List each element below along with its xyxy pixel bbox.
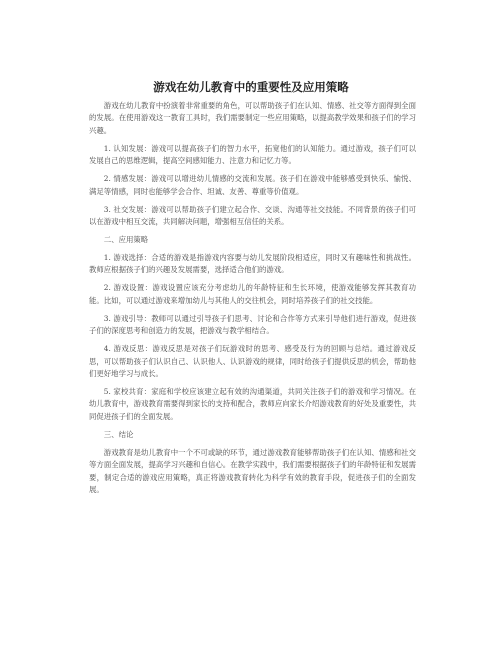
home-school-paragraph: 5. 家校共育：家庭和学校应该建立起有效的沟通渠道，共同关注孩子们的游戏和学习情况。在幼儿教育中，游戏教育需要得到家长的支持和配合，教师应向家长介绍游戏教育的好处及重要性，共同促进孩子们的全面发展。 [89,387,416,421]
document-body [89,100,416,502]
emotional-development-paragraph: 2. 情感发展：游戏可以增进幼儿情感的交流和发展。孩子们在游戏中能够感受到快乐、愉悦、满足等情感，同时也能够学会合作、坦诚、友善、尊重等价值观。 [89,174,416,196]
section-heading-conclusion: 三、结论 [103,429,134,439]
section-heading-strategies: 二、应用策略 [103,235,149,245]
conclusion-paragraph: 游戏教育是幼儿教育中一个不可或缺的环节，通过游戏教育能够帮助孩子们在认知、情感和社交等方面全面发展，提高学习兴趣和自信心。在教学实践中，我们需要根据孩子们的年龄特征和发展需要，制定合适的游戏应用策略，真正将游戏教育转化为科学有效的教育手段，促进孩子们的全面发展。 [89,447,416,495]
intro-paragraph: 游戏在幼儿教育中扮演着非常重要的角色，可以帮助孩子们在认知、情感、社交等方面得到全面的发展。在使用游戏这一教育工具时，我们需要制定一些应用策略，以提高教学效果和孩子们的学习兴趣。 [89,101,416,135]
game-reflection-paragraph: 4. 游戏反思：游戏反思是对孩子们玩游戏时的思考、感受及行为的回顾与总结。通过游戏反思，可以帮助孩子们认识自己、认识他人、认识游戏的规律，同时给孩子们提供反思的机会，帮助他们更好地学习与成长。 [89,344,416,379]
document-title: 游戏在幼儿教育中的重要性及应用策略 [153,80,349,94]
cognitive-development-paragraph: 1. 认知发展：游戏可以提高孩子们的智力水平，拓宽他们的认知能力。通过游戏，孩子们可以发展自己的思维逻辑，提高空间感知能力、注意力和记忆力等。 [89,143,416,166]
game-setup-paragraph: 2. 游戏设置：游戏设置应该充分考虑幼儿的年龄特征和生长环境，使游戏能够发挥其教育功能。比如，可以通过游戏来增加幼儿与其他人的交往机会，同时培养孩子们的社交技能。 [89,283,416,305]
social-development-paragraph: 3. 社交发展：游戏可以帮助孩子们建立起合作、交谈、沟通等社交技能。不同背景的孩子们可以在游戏中相互交流，共同解决问题，增强相互信任的关系。 [89,204,416,227]
game-selection-paragraph: 1. 游戏选择：合适的游戏是指游戏内容要与幼儿发展阶段相适应，同时又有趣味性和挑战性。教师应根据孩子们的兴趣及发展需要，选择适合他们的游戏。 [89,253,416,275]
game-guidance-paragraph: 3. 游戏引导：教师可以通过引导孩子们思考、讨论和合作等方式来引导他们进行游戏，促进孩子们的深度思考和创造力的发展，把游戏与教学相结合。 [89,313,416,336]
